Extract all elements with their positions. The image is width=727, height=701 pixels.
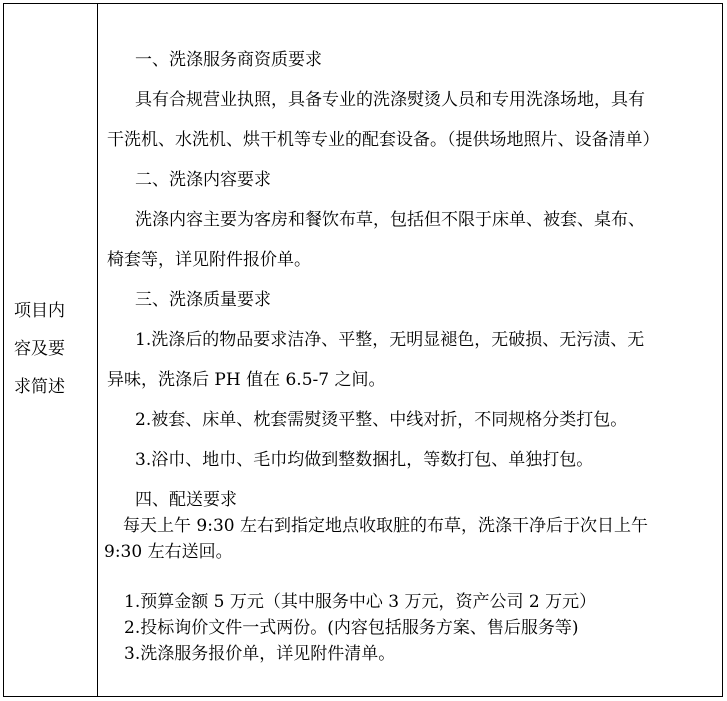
section-1-paragraph-line-2: 干洗机、水洗机、烘干机等专业的配套设备。（提供场地照片、设备清单） <box>107 130 660 150</box>
section-1-paragraph-line-1: 具有合规营业执照，具备专业的洗涤熨烫人员和专用洗涤场地，具有 <box>135 90 645 110</box>
section-2-paragraph-line-2: 椅套等，详见附件报价单。 <box>107 250 311 270</box>
section-3-title: 三、洗涤质量要求 <box>135 290 271 310</box>
section-3-item-1-line-2: 异味，洗涤后 PH 值在 6.5-7 之间。 <box>107 370 386 390</box>
section-4-title: 四、配送要求 <box>135 490 237 510</box>
note-2: 2.投标询价文件一式两份。(内容包括服务方案、售后服务等) <box>124 618 579 638</box>
section-3-item-2: 2.被套、床单、枕套需熨烫平整、中线对折，不同规格分类打包。 <box>135 410 628 430</box>
column-divider <box>97 3 98 697</box>
note-3: 3.洗涤服务报价单，详见附件清单。 <box>124 644 396 664</box>
section-3-item-1-line-1: 1.洗涤后的物品要求洁净、平整，无明显褪色，无破损、无污渍、无 <box>135 330 645 350</box>
section-4-paragraph-line-2: 9:30 左右送回。 <box>104 542 233 562</box>
label-cell <box>4 3 97 697</box>
label-line-2: 容及要 <box>14 339 65 359</box>
section-1-title: 一、洗涤服务商资质要求 <box>135 50 322 70</box>
section-2-paragraph-line-1: 洗涤内容主要为客房和餐饮布草，包括但不限于床单、被套、桌布、 <box>135 210 645 230</box>
label-line-1: 项目内 <box>14 301 65 321</box>
label-line-3: 求简述 <box>14 377 65 397</box>
section-4-paragraph-line-1: 每天上午 9:30 左右到指定地点收取脏的布草，洗涤干净后于次日上午 <box>123 516 648 536</box>
section-2-title: 二、洗涤内容要求 <box>135 170 271 190</box>
note-1: 1.预算金额 5 万元（其中服务中心 3 万元，资产公司 2 万元） <box>124 592 597 612</box>
section-3-item-3: 3.浴巾、地巾、毛巾均做到整数捆扎，等数打包、单独打包。 <box>135 450 594 470</box>
